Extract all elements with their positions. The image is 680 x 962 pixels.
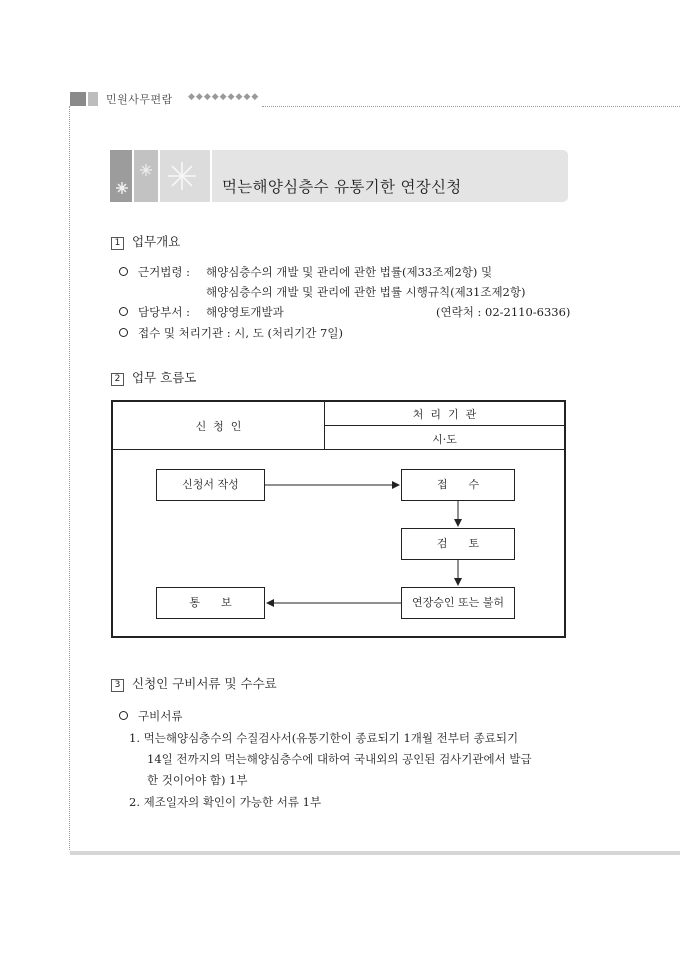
bullet-circle-icon	[119, 711, 128, 720]
contact-info: (연락처 : 02-2110-6336)	[436, 305, 571, 319]
doc-item-1-line-1: 1. 먹는해양심층수의 수질검사서(유통기한이 종료되기 1개월 전부터 종료되기	[129, 731, 519, 745]
flow-box-receive: 접 수	[401, 469, 515, 501]
flow-box-review: 검 토	[401, 528, 515, 560]
doc-item-1-line-3: 한 것이어야 함) 1부	[147, 773, 248, 787]
section-heading-text: 업무개요	[132, 234, 181, 249]
law-text-2: 해양심층수의 개발 및 관리에 관한 법률 시행규칙(제31조제2항)	[206, 285, 526, 299]
flow-col-applicant: 신 청 인	[195, 420, 242, 433]
dept-label: 담당부서 :	[138, 305, 190, 319]
flow-col-processor: 처 리 기 관	[412, 408, 477, 421]
section-number: 1	[111, 237, 124, 250]
doc-item-2: 2. 제조일자의 확인이 가능한 서류 1부	[129, 795, 322, 809]
page-title: 먹는해양심층수 유통기한 연장신청	[222, 178, 462, 196]
section-heading-text: 업무 흐름도	[132, 370, 197, 385]
section-heading-text: 신청인 구비서류 및 수수료	[132, 676, 277, 691]
required-docs-label: 구비서류	[138, 709, 183, 723]
doc-item-1-line-2: 14일 전까지의 먹는해양심층수에 대하여 국내외의 공인된 검사기관에서 발급	[147, 752, 532, 766]
flow-col-processor-sub: 시·도	[432, 433, 457, 446]
flow-box-apply: 신청서 작성	[156, 469, 265, 501]
section-number: 3	[111, 679, 124, 692]
flow-box-notify: 통 보	[156, 587, 265, 619]
law-text-1: 해양심층수의 개발 및 관리에 관한 법률(제33조제2항) 및	[206, 265, 493, 279]
dept-value: 해양영토개발과	[206, 305, 284, 319]
agency-text: 접수 및 처리기관 : 시, 도 (처리기간 7일)	[138, 326, 343, 340]
required-docs-line	[119, 708, 182, 724]
flow-box-decision: 연장승인 또는 불허	[401, 587, 515, 619]
header-dots: ◆◆◆◆◆◆◆◆◆	[188, 92, 260, 102]
law-label: 근거법령 :	[138, 265, 190, 279]
section-heading-documents	[111, 674, 277, 692]
header-title: 민원사무편람	[106, 93, 173, 106]
section-number: 2	[111, 373, 124, 386]
